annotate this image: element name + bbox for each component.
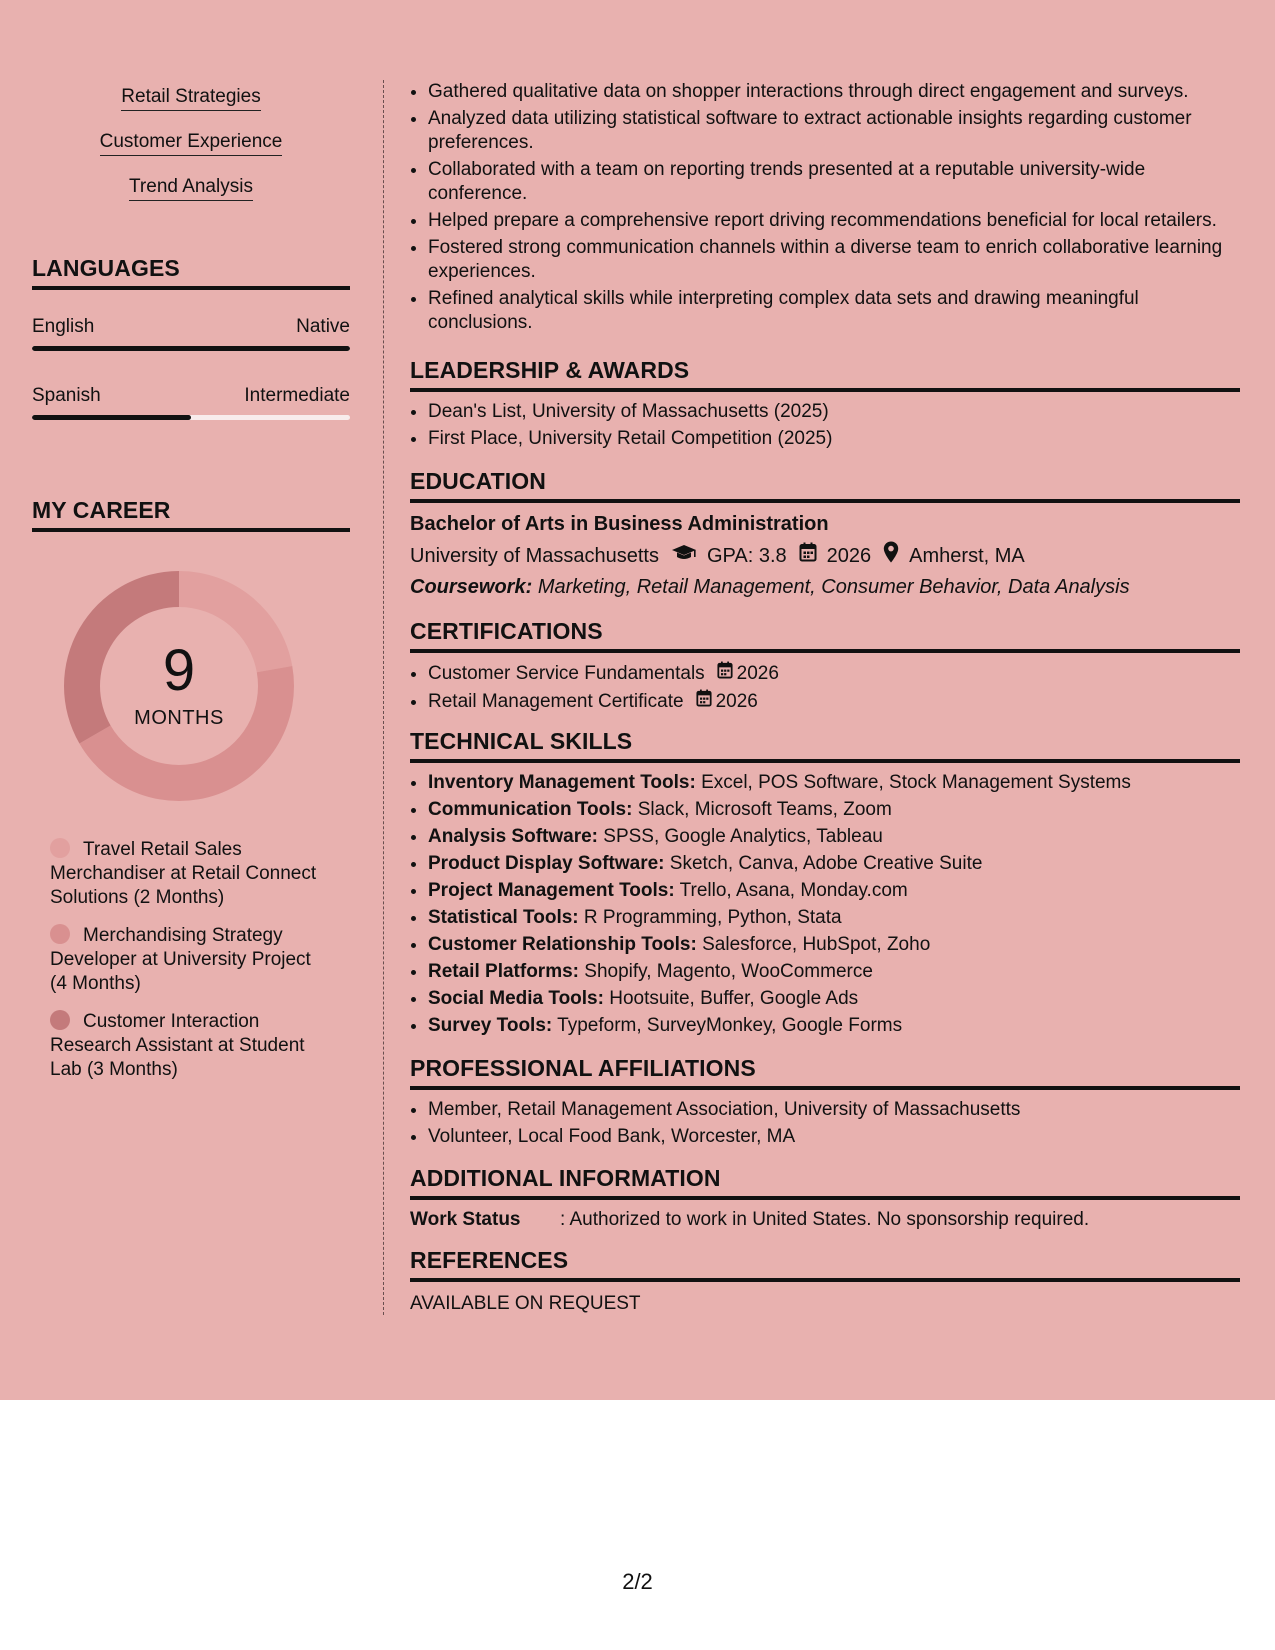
degree-title: Bachelor of Arts in Business Administration xyxy=(410,513,829,535)
language-level-bar xyxy=(32,415,350,420)
career-legend xyxy=(50,838,320,1096)
list-item xyxy=(428,771,1240,795)
list-item xyxy=(428,933,1240,957)
language-level-fill xyxy=(32,346,350,351)
education-section xyxy=(410,468,1240,600)
legend-item xyxy=(50,838,320,910)
skill-values: Typeform, SurveyMonkey, Google Forms xyxy=(557,1015,903,1036)
language-name: Spanish xyxy=(32,385,101,406)
skill-link[interactable]: Customer Experience xyxy=(100,131,283,156)
coursework-list: Marketing, Retail Management, Consumer Behavior, Data Analysis xyxy=(537,576,1130,598)
list-item: • Dean's List, University of Massachusetts (2025) xyxy=(428,400,1240,424)
career-total-unit: MONTHS xyxy=(134,707,224,729)
certification-year: 2026 xyxy=(736,662,779,684)
list-item xyxy=(428,987,1240,1011)
gpa: GPA: 3.8 xyxy=(706,544,787,567)
section-heading: CERTIFICATIONS xyxy=(410,618,1240,653)
column-divider xyxy=(383,80,384,1315)
list-item: • Volunteer, Local Food Bank, Worcester, MA xyxy=(428,1125,1240,1149)
coursework xyxy=(410,574,1240,600)
skill-category: Communication Tools: xyxy=(428,799,633,820)
certification-name: • Retail Management Certificate xyxy=(428,690,684,712)
list-item xyxy=(428,1014,1240,1038)
legend-label: Customer Interaction Research Assistant at Student Lab (3 Months) xyxy=(50,1011,305,1080)
skill-values: R Programming, Python, Stata xyxy=(583,907,842,928)
skill-category: Inventory Management Tools: xyxy=(428,772,696,793)
section-heading: MY CAREER xyxy=(32,497,350,532)
list-item: • Analyzed data utilizing statistical software to extract actionable insights regarding customer preferences. xyxy=(428,107,1240,155)
references-section xyxy=(410,1247,1240,1316)
list-item: • Helped prepare a comprehensive report driving recommendations beneficial for local retailers. xyxy=(428,209,1240,233)
list-item xyxy=(428,906,1240,930)
list-item xyxy=(428,798,1240,822)
skill-category: Analysis Software: xyxy=(428,826,598,847)
skill-values: Salesforce, HubSpot, Zoho xyxy=(702,934,931,955)
calendar-icon xyxy=(799,542,817,569)
legend-dot xyxy=(50,838,70,858)
career-donut-chart xyxy=(64,571,294,801)
graduation-year: 2026 xyxy=(826,544,872,567)
legend-label: Travel Retail Sales Merchandiser at Retail Connect Solutions (2 Months) xyxy=(50,839,317,908)
skill-values: Sketch, Canva, Adobe Creative Suite xyxy=(669,853,983,874)
location-pin-icon xyxy=(883,541,899,570)
affiliations-section xyxy=(410,1055,1240,1152)
skill-category: Product Display Software: xyxy=(428,853,665,874)
list-item xyxy=(428,852,1240,876)
references-text: AVAILABLE ON REQUEST xyxy=(410,1293,641,1314)
coursework-label: Coursework: xyxy=(410,576,533,598)
language-name: English xyxy=(32,316,95,337)
list-item: • Refined analytical skills while interpreting complex data sets and drawing meaningful conclusions. xyxy=(428,287,1240,335)
list-item: • First Place, University Retail Competition (2025) xyxy=(428,427,1240,451)
skill-link[interactable]: Retail Strategies xyxy=(121,86,260,111)
certification-name: • Customer Service Fundamentals xyxy=(428,662,705,684)
section-heading: PROFESSIONAL AFFILIATIONS xyxy=(410,1055,1240,1090)
list-item xyxy=(428,825,1240,849)
list-item xyxy=(428,689,1240,714)
list-item: • Fostered strong communication channels within a diverse team to enrich collaborative learning experiences. xyxy=(428,236,1240,284)
section-heading: TECHNICAL SKILLS xyxy=(410,728,1240,763)
skill-values: Hootsuite, Buffer, Google Ads xyxy=(609,988,859,1009)
legend-item xyxy=(50,1010,320,1082)
list-item xyxy=(428,661,1240,686)
graduation-cap-icon xyxy=(671,543,697,569)
list-item xyxy=(428,960,1240,984)
skill-values: Trello, Asana, Monday.com xyxy=(679,880,908,901)
calendar-icon xyxy=(717,661,733,686)
legend-dot xyxy=(50,924,70,944)
skill-category: Statistical Tools: xyxy=(428,907,579,928)
skill-category: Retail Platforms: xyxy=(428,961,579,982)
section-heading: LEADERSHIP & AWARDS xyxy=(410,357,1240,392)
skill-values: Excel, POS Software, Stock Management Systems xyxy=(701,772,1131,793)
language-level: Native xyxy=(296,316,350,337)
leadership-section xyxy=(410,357,1240,454)
section-heading: REFERENCES xyxy=(410,1247,1240,1282)
career-total-months: 9 xyxy=(162,638,196,703)
legend-label: Merchandising Strategy Developer at University Project (4 Months) xyxy=(50,925,311,994)
section-heading: EDUCATION xyxy=(410,468,1240,503)
education-meta xyxy=(410,541,1240,570)
section-heading: LANGUAGES xyxy=(32,255,350,290)
list-item: • Collaborated with a team on reporting trends presented at a reputable university-wide conference. xyxy=(428,158,1240,206)
language-level-bar xyxy=(32,346,350,351)
additional-information-section xyxy=(410,1165,1240,1232)
certifications-section xyxy=(410,618,1240,717)
language-row xyxy=(32,385,350,420)
skill-category: Project Management Tools: xyxy=(428,880,675,901)
work-status-label: Work Status xyxy=(410,1209,521,1230)
legend-dot xyxy=(50,1010,70,1030)
list-item: • Member, Retail Management Association, University of Massachusetts xyxy=(428,1098,1240,1122)
work-status-value: : Authorized to work in United States. No sponsorship required. xyxy=(560,1209,1090,1230)
section-heading: ADDITIONAL INFORMATION xyxy=(410,1165,1240,1200)
list-item: • Gathered qualitative data on shopper interactions through direct engagement and surveys. xyxy=(428,80,1240,104)
language-level: Intermediate xyxy=(244,385,350,406)
career-section xyxy=(32,497,350,532)
technical-skills-section xyxy=(410,728,1240,1041)
skill-values: Slack, Microsoft Teams, Zoom xyxy=(637,799,892,820)
skill-category: Survey Tools: xyxy=(428,1015,553,1036)
school-name: University of Massachusetts xyxy=(410,544,659,567)
language-row xyxy=(32,316,350,351)
experience-bullets xyxy=(410,80,1240,338)
legend-item xyxy=(50,924,320,996)
work-status-row xyxy=(410,1208,1240,1232)
list-item xyxy=(428,879,1240,903)
page-number: 2/2 xyxy=(622,1569,653,1594)
calendar-icon xyxy=(696,689,712,714)
certification-year: 2026 xyxy=(715,690,758,712)
languages-section xyxy=(32,255,350,290)
skill-category: Social Media Tools: xyxy=(428,988,604,1009)
skill-values: SPSS, Google Analytics, Tableau xyxy=(603,826,883,847)
skill-category: Customer Relationship Tools: xyxy=(428,934,697,955)
language-level-fill xyxy=(32,415,191,420)
education-location: Amherst, MA xyxy=(909,544,1025,567)
skill-values: Shopify, Magento, WooCommerce xyxy=(584,961,873,982)
skill-link[interactable]: Trend Analysis xyxy=(129,176,253,201)
skills-links xyxy=(32,86,350,221)
